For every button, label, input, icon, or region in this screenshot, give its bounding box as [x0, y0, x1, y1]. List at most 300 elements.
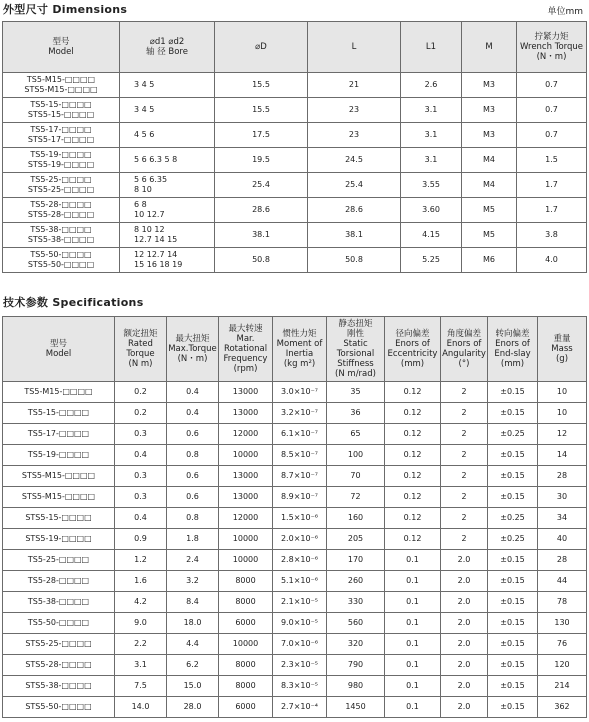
- bore-cell: [120, 148, 215, 173]
- inertia-cell: 9.0×10⁻⁵: [273, 613, 327, 634]
- header-line: L: [351, 42, 357, 52]
- bore-line: 3 4 5: [134, 105, 155, 114]
- specifications-header-cell: [385, 317, 441, 382]
- l-cell: 23: [308, 98, 401, 123]
- stiff-cell: 1450: [327, 697, 385, 718]
- mass-cell: 34: [538, 508, 587, 529]
- d-cell: 15.5: [215, 73, 308, 98]
- table-row: [3, 655, 587, 676]
- header-line: 静态扭矩: [338, 319, 373, 329]
- mass-cell: 130: [538, 613, 587, 634]
- specifications-header-cell: [488, 317, 538, 382]
- model-line: TS5-25-□□□□: [30, 175, 92, 184]
- l1-cell: 5.25: [401, 248, 462, 273]
- rated-cell: 9.0: [115, 613, 167, 634]
- table-row: [3, 198, 587, 223]
- mass-cell: 10: [538, 382, 587, 403]
- table-row: [3, 223, 587, 248]
- m-cell: M4: [462, 148, 517, 173]
- ecc-cell: 0.1: [385, 592, 441, 613]
- m-cell: M3: [462, 98, 517, 123]
- inertia-cell: 2.3×10⁻⁵: [273, 655, 327, 676]
- inertia-cell: 8.5×10⁻⁷: [273, 445, 327, 466]
- end-cell: ±0.15: [488, 571, 538, 592]
- mass-cell: 12: [538, 424, 587, 445]
- torque-cell: 1.7: [517, 173, 587, 198]
- specifications-header-row: [3, 317, 587, 382]
- stiff-cell: 320: [327, 634, 385, 655]
- ecc-cell: 0.12: [385, 382, 441, 403]
- stiff-cell: 260: [327, 571, 385, 592]
- end-cell: ±0.25: [488, 424, 538, 445]
- model-cell: STS5-28-□□□□: [3, 655, 115, 676]
- max-cell: 4.4: [167, 634, 219, 655]
- ang-cell: 2.0: [441, 676, 488, 697]
- end-cell: ±0.15: [488, 466, 538, 487]
- model-line: TS5-50-□□□□: [30, 250, 92, 259]
- model-cell: TS5-19-□□□□: [3, 445, 115, 466]
- model-cell: TS5-M15-□□□□: [3, 382, 115, 403]
- m-cell: M5: [462, 198, 517, 223]
- max-cell: 0.8: [167, 445, 219, 466]
- rated-cell: 0.9: [115, 529, 167, 550]
- table-row: [3, 466, 587, 487]
- max-cell: 15.0: [167, 676, 219, 697]
- rated-cell: 3.1: [115, 655, 167, 676]
- mass-cell: 40: [538, 529, 587, 550]
- model-line: STS5-38-□□□□: [27, 235, 95, 244]
- rpm-cell: 13000: [219, 382, 273, 403]
- inertia-cell: 7.0×10⁻⁶: [273, 634, 327, 655]
- end-cell: ±0.15: [488, 550, 538, 571]
- m-cell: M3: [462, 73, 517, 98]
- rated-cell: 1.6: [115, 571, 167, 592]
- ang-cell: 2.0: [441, 655, 488, 676]
- end-cell: ±0.15: [488, 697, 538, 718]
- header-line: (mm): [400, 359, 425, 369]
- l1-cell: 3.55: [401, 173, 462, 198]
- header-line: (kg m²): [283, 359, 316, 369]
- d-cell: 28.6: [215, 198, 308, 223]
- table-row: [3, 424, 587, 445]
- ecc-cell: 0.12: [385, 508, 441, 529]
- mass-cell: 362: [538, 697, 587, 718]
- specifications-title: 技术参数 Specifications: [3, 296, 144, 309]
- model-line: STS5-28-□□□□: [27, 210, 95, 219]
- header-line: 最大扭矩: [175, 334, 210, 344]
- torque-cell: 0.7: [517, 98, 587, 123]
- specifications-header-cell: [327, 317, 385, 382]
- ang-cell: 2.0: [441, 697, 488, 718]
- mass-cell: 78: [538, 592, 587, 613]
- dimensions-header-cell: [120, 22, 215, 73]
- bore-line: 15 16 18 19: [134, 260, 183, 269]
- header-line: Torsional: [336, 349, 375, 359]
- max-cell: 1.8: [167, 529, 219, 550]
- inertia-cell: 8.7×10⁻⁷: [273, 466, 327, 487]
- d-cell: 50.8: [215, 248, 308, 273]
- inertia-cell: 2.1×10⁻⁵: [273, 592, 327, 613]
- ang-cell: 2: [441, 403, 488, 424]
- mass-cell: 10: [538, 403, 587, 424]
- max-cell: 6.2: [167, 655, 219, 676]
- ecc-cell: 0.1: [385, 613, 441, 634]
- model-cell: TS5-25-□□□□: [3, 550, 115, 571]
- model-cell: STS5-25-□□□□: [3, 634, 115, 655]
- header-line: Rotational: [223, 344, 268, 354]
- bore-cell: [120, 123, 215, 148]
- table-row: [3, 248, 587, 273]
- inertia-cell: 2.7×10⁻⁴: [273, 697, 327, 718]
- model-cell: STS5-50-□□□□: [3, 697, 115, 718]
- rated-cell: 14.0: [115, 697, 167, 718]
- header-line: End-slay: [494, 349, 531, 359]
- table-row: [3, 123, 587, 148]
- inertia-cell: 6.1×10⁻⁷: [273, 424, 327, 445]
- header-line: 角度偏差: [446, 329, 481, 339]
- header-line: 最大转速: [228, 324, 263, 334]
- header-line: 型号: [52, 37, 70, 47]
- inertia-cell: 3.0×10⁻⁷: [273, 382, 327, 403]
- mass-cell: 28: [538, 550, 587, 571]
- rpm-cell: 8000: [219, 592, 273, 613]
- model-cell: STS5-15-□□□□: [3, 508, 115, 529]
- header-line: M: [485, 42, 493, 52]
- rpm-cell: 8000: [219, 571, 273, 592]
- rpm-cell: 10000: [219, 445, 273, 466]
- header-line: 轴 径 Bore: [146, 47, 188, 57]
- rpm-cell: 6000: [219, 697, 273, 718]
- table-row: [3, 148, 587, 173]
- ecc-cell: 0.12: [385, 403, 441, 424]
- l-cell: 23: [308, 123, 401, 148]
- max-cell: 0.6: [167, 466, 219, 487]
- stiff-cell: 170: [327, 550, 385, 571]
- max-cell: 0.4: [167, 382, 219, 403]
- header-line: Static: [343, 339, 368, 349]
- mass-cell: 14: [538, 445, 587, 466]
- stiff-cell: 100: [327, 445, 385, 466]
- rated-cell: 0.2: [115, 382, 167, 403]
- stiff-cell: 35: [327, 382, 385, 403]
- specifications-header-cell: [3, 317, 115, 382]
- specifications-table: [2, 316, 587, 718]
- ecc-cell: 0.1: [385, 571, 441, 592]
- max-cell: 18.0: [167, 613, 219, 634]
- header-line: (g): [555, 354, 569, 364]
- max-cell: 28.0: [167, 697, 219, 718]
- model-cell: STS5-M15-□□□□: [3, 466, 115, 487]
- inertia-cell: 5.1×10⁻⁶: [273, 571, 327, 592]
- max-cell: 0.8: [167, 508, 219, 529]
- max-cell: 3.2: [167, 571, 219, 592]
- stiff-cell: 560: [327, 613, 385, 634]
- table-row: [3, 445, 587, 466]
- model-cell: TS5-28-□□□□: [3, 571, 115, 592]
- model-cell: STS5-M15-□□□□: [3, 487, 115, 508]
- mass-cell: 28: [538, 466, 587, 487]
- ang-cell: 2.0: [441, 592, 488, 613]
- stiff-cell: 36: [327, 403, 385, 424]
- table-row: [3, 550, 587, 571]
- ang-cell: 2.0: [441, 550, 488, 571]
- bore-line: 4 5 6: [134, 130, 155, 139]
- ecc-cell: 0.1: [385, 676, 441, 697]
- stiff-cell: 70: [327, 466, 385, 487]
- rpm-cell: 12000: [219, 424, 273, 445]
- model-cell: TS5-17-□□□□: [3, 424, 115, 445]
- model-cell: TS5-38-□□□□: [3, 592, 115, 613]
- stiff-cell: 330: [327, 592, 385, 613]
- mass-cell: 76: [538, 634, 587, 655]
- specifications-header-cell: [167, 317, 219, 382]
- ecc-cell: 0.1: [385, 655, 441, 676]
- rated-cell: 1.2: [115, 550, 167, 571]
- header-line: L1: [425, 42, 437, 52]
- header-line: Enors of: [446, 339, 482, 349]
- model-line: TS5-17-□□□□: [30, 125, 92, 134]
- specifications-header-cell: [538, 317, 587, 382]
- model-line: STS5-50-□□□□: [27, 260, 95, 269]
- table-row: [3, 676, 587, 697]
- model-line: STS5-15-□□□□: [27, 110, 95, 119]
- table-row: [3, 508, 587, 529]
- bore-cell: [120, 73, 215, 98]
- header-line: 刚性: [346, 329, 364, 339]
- d-cell: 19.5: [215, 148, 308, 173]
- specifications-header-cell: [115, 317, 167, 382]
- inertia-cell: 8.3×10⁻⁵: [273, 676, 327, 697]
- d-cell: 15.5: [215, 98, 308, 123]
- inertia-cell: 1.5×10⁻⁶: [273, 508, 327, 529]
- max-cell: 0.6: [167, 487, 219, 508]
- ecc-cell: 0.1: [385, 634, 441, 655]
- ang-cell: 2: [441, 445, 488, 466]
- model-line: STS5-17-□□□□: [27, 135, 95, 144]
- max-cell: 0.6: [167, 424, 219, 445]
- rpm-cell: 13000: [219, 487, 273, 508]
- specifications-header-cell: [273, 317, 327, 382]
- specifications-header-cell: [441, 317, 488, 382]
- dimensions-header-cell: [517, 22, 587, 73]
- table-row: [3, 529, 587, 550]
- ang-cell: 2: [441, 508, 488, 529]
- bore-line: 8 10: [134, 185, 152, 194]
- dimensions-table: [2, 21, 587, 273]
- l1-cell: 3.1: [401, 123, 462, 148]
- table-row: [3, 592, 587, 613]
- model-line: TS5-28-□□□□: [30, 200, 92, 209]
- ecc-cell: 0.12: [385, 424, 441, 445]
- header-line: (N・m): [177, 354, 208, 364]
- header-line: Inertia: [285, 349, 314, 359]
- model-cell: [3, 123, 120, 148]
- header-line: Angularity: [442, 349, 486, 359]
- model-cell: [3, 223, 120, 248]
- mass-cell: 214: [538, 676, 587, 697]
- header-line: Stiffness: [337, 359, 374, 369]
- m-cell: M4: [462, 173, 517, 198]
- end-cell: ±0.15: [488, 613, 538, 634]
- header-line: Moment of: [276, 339, 323, 349]
- rated-cell: 0.3: [115, 466, 167, 487]
- max-cell: 8.4: [167, 592, 219, 613]
- torque-cell: 0.7: [517, 73, 587, 98]
- header-line: 额定扭矩: [123, 329, 158, 339]
- model-line: TS5-M15-□□□□: [26, 75, 96, 84]
- end-cell: ±0.15: [488, 676, 538, 697]
- header-line: Enors of: [395, 339, 430, 349]
- dimensions-header-cell: [215, 22, 308, 73]
- bore-line: 10 12.7: [134, 210, 165, 219]
- ang-cell: 2: [441, 382, 488, 403]
- l-cell: 28.6: [308, 198, 401, 223]
- model-line: STS5-M15-□□□□: [24, 85, 98, 94]
- rated-cell: 4.2: [115, 592, 167, 613]
- rpm-cell: 10000: [219, 550, 273, 571]
- model-cell: TS5-15-□□□□: [3, 403, 115, 424]
- ecc-cell: 0.12: [385, 466, 441, 487]
- bore-line: 6 8: [134, 200, 147, 209]
- rpm-cell: 12000: [219, 508, 273, 529]
- rpm-cell: 13000: [219, 466, 273, 487]
- header-line: (N m/rad): [335, 369, 376, 379]
- l1-cell: 3.60: [401, 198, 462, 223]
- dimensions-header-cell: [3, 22, 120, 73]
- table-row: [3, 571, 587, 592]
- rpm-cell: 8000: [219, 676, 273, 697]
- torque-cell: 1.5: [517, 148, 587, 173]
- header-line: Model: [48, 47, 74, 57]
- model-cell: STS5-38-□□□□: [3, 676, 115, 697]
- header-line: ⌀d1 ⌀d2: [149, 37, 185, 47]
- table-row: [3, 382, 587, 403]
- rated-cell: 0.3: [115, 424, 167, 445]
- l1-cell: 4.15: [401, 223, 462, 248]
- end-cell: ±0.25: [488, 529, 538, 550]
- model-cell: [3, 148, 120, 173]
- header-line: Eccentricity: [387, 349, 438, 359]
- l1-cell: 3.1: [401, 98, 462, 123]
- model-cell: TS5-50-□□□□: [3, 613, 115, 634]
- bore-line: 12 12.7 14: [134, 250, 178, 259]
- torque-cell: 4.0: [517, 248, 587, 273]
- header-line: 径向偏差: [395, 329, 430, 339]
- header-line: (N m): [128, 359, 153, 369]
- rated-cell: 0.3: [115, 487, 167, 508]
- l1-cell: 2.6: [401, 73, 462, 98]
- dimensions-header-cell: [401, 22, 462, 73]
- d-cell: 25.4: [215, 173, 308, 198]
- ang-cell: 2: [441, 487, 488, 508]
- m-cell: M5: [462, 223, 517, 248]
- header-line: Rated: [128, 339, 153, 349]
- table-row: [3, 173, 587, 198]
- header-line: (N・m): [536, 52, 567, 62]
- header-line: Frequency: [223, 354, 268, 364]
- model-line: TS5-19-□□□□: [30, 150, 92, 159]
- table-row: [3, 697, 587, 718]
- bore-cell: [120, 98, 215, 123]
- bore-cell: [120, 223, 215, 248]
- inertia-cell: 2.0×10⁻⁶: [273, 529, 327, 550]
- stiff-cell: 72: [327, 487, 385, 508]
- header-line: Model: [45, 349, 72, 359]
- end-cell: ±0.15: [488, 445, 538, 466]
- ang-cell: 2.0: [441, 571, 488, 592]
- bore-cell: [120, 173, 215, 198]
- model-cell: [3, 248, 120, 273]
- l-cell: 25.4: [308, 173, 401, 198]
- torque-cell: 1.7: [517, 198, 587, 223]
- header-line: 拧紧力矩: [534, 32, 569, 42]
- header-line: 惯性力矩: [282, 329, 317, 339]
- inertia-cell: 3.2×10⁻⁷: [273, 403, 327, 424]
- header-line: 重量: [553, 334, 571, 344]
- table-row: [3, 98, 587, 123]
- end-cell: ±0.15: [488, 382, 538, 403]
- rated-cell: 2.2: [115, 634, 167, 655]
- ang-cell: 2: [441, 466, 488, 487]
- end-cell: ±0.15: [488, 655, 538, 676]
- model-cell: [3, 98, 120, 123]
- l-cell: 24.5: [308, 148, 401, 173]
- model-line: STS5-19-□□□□: [27, 160, 95, 169]
- header-line: 型号: [49, 339, 67, 349]
- dimensions-header-cell: [308, 22, 401, 73]
- model-line: TS5-38-□□□□: [30, 225, 92, 234]
- header-line: (rpm): [233, 364, 258, 374]
- ecc-cell: 0.12: [385, 445, 441, 466]
- torque-cell: 0.7: [517, 123, 587, 148]
- header-line: Max.Torque: [168, 344, 217, 354]
- stiff-cell: 205: [327, 529, 385, 550]
- ang-cell: 2.0: [441, 634, 488, 655]
- rated-cell: 7.5: [115, 676, 167, 697]
- ecc-cell: 0.1: [385, 550, 441, 571]
- rated-cell: 0.4: [115, 445, 167, 466]
- table-row: [3, 634, 587, 655]
- bore-line: 3 4 5: [134, 80, 155, 89]
- header-line: Torque: [126, 349, 155, 359]
- end-cell: ±0.15: [488, 592, 538, 613]
- rpm-cell: 10000: [219, 529, 273, 550]
- dimensions-header-cell: [462, 22, 517, 73]
- d-cell: 17.5: [215, 123, 308, 148]
- header-line: (mm): [500, 359, 525, 369]
- stiff-cell: 65: [327, 424, 385, 445]
- header-line: ⌀D: [255, 42, 267, 52]
- header-line: Enors of: [495, 339, 530, 349]
- model-cell: [3, 173, 120, 198]
- torque-cell: 3.8: [517, 223, 587, 248]
- header-line: 转向偏差: [495, 329, 530, 339]
- end-cell: ±0.15: [488, 403, 538, 424]
- m-cell: M6: [462, 248, 517, 273]
- bore-cell: [120, 248, 215, 273]
- rated-cell: 0.4: [115, 508, 167, 529]
- table-row: [3, 487, 587, 508]
- dimensions-body: [3, 73, 587, 273]
- rated-cell: 0.2: [115, 403, 167, 424]
- dimensions-header-row: [3, 22, 587, 73]
- header-line: Wrench Torque: [519, 42, 583, 52]
- model-cell: [3, 198, 120, 223]
- end-cell: ±0.15: [488, 634, 538, 655]
- ecc-cell: 0.12: [385, 487, 441, 508]
- dimensions-title: 外型尺寸 Dimensions: [3, 3, 128, 16]
- ang-cell: 2: [441, 424, 488, 445]
